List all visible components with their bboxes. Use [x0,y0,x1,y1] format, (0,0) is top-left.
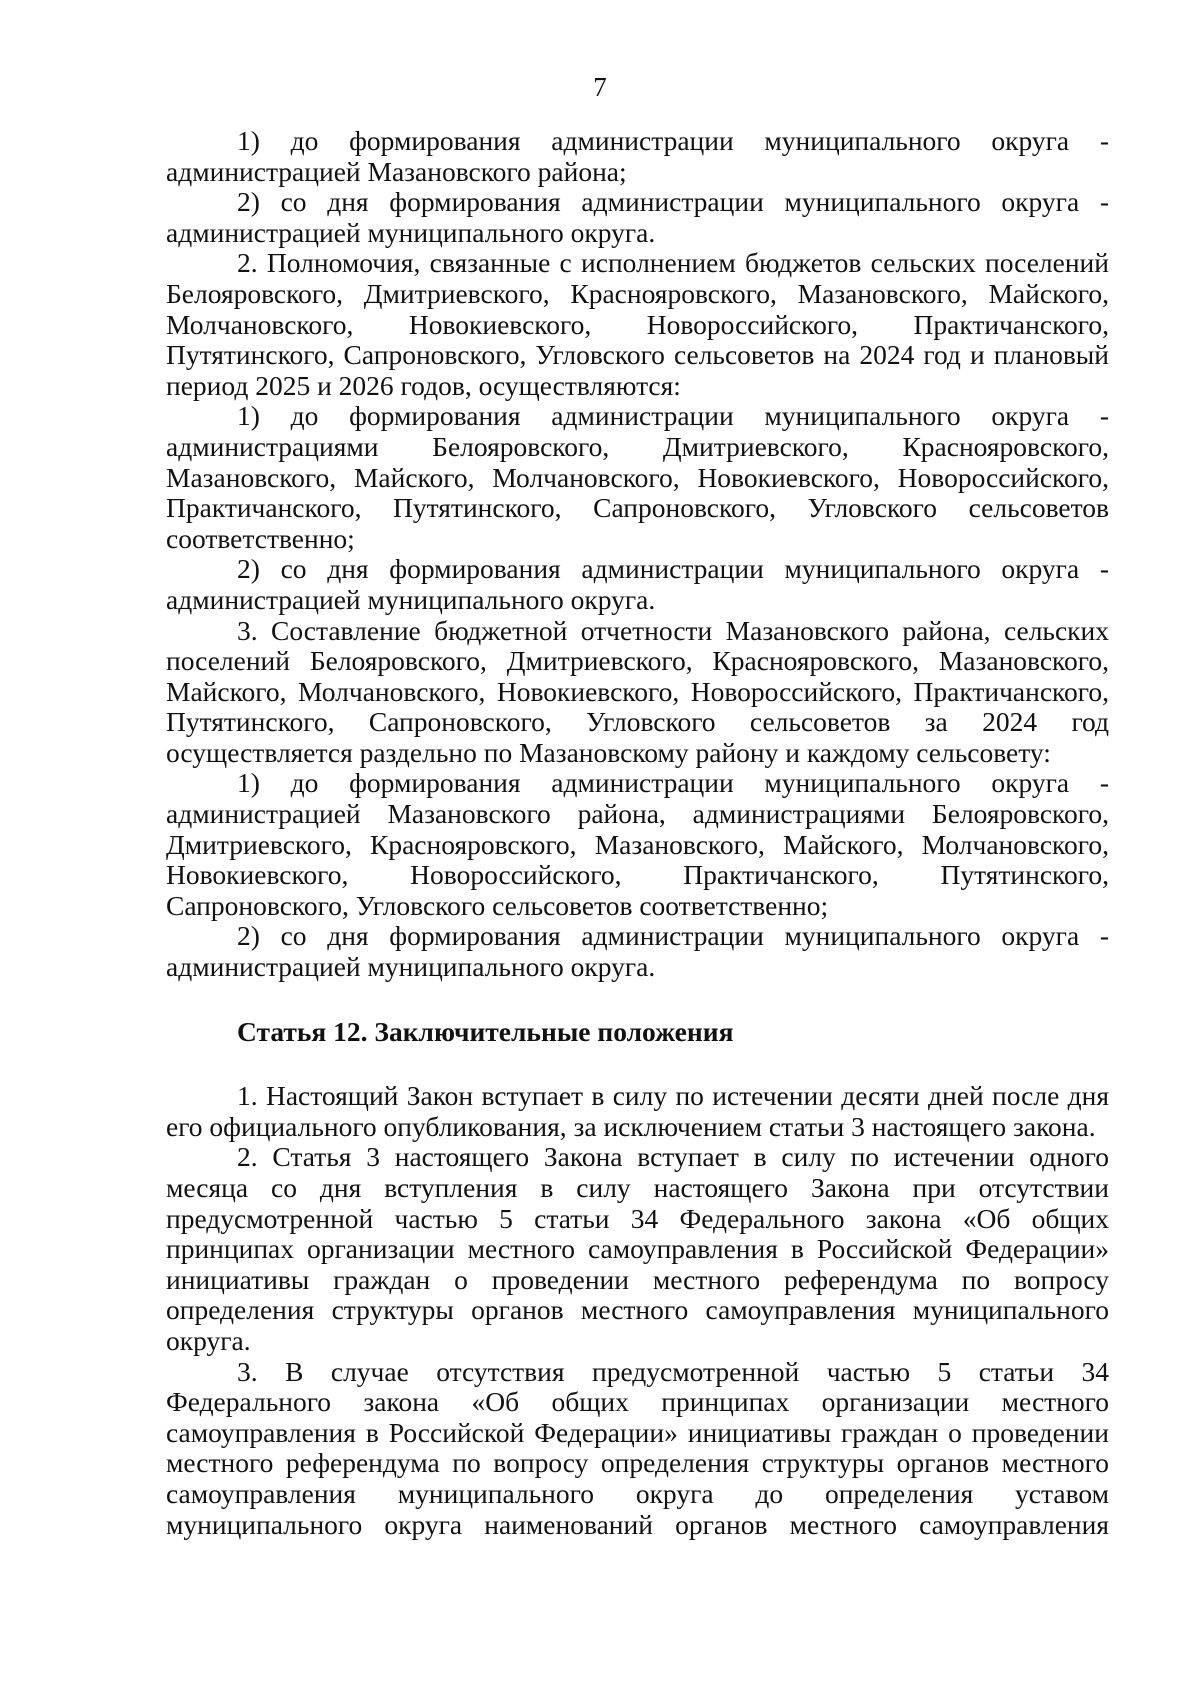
page-number: 7 [593,72,607,102]
paragraph: 2) со дня формирования администрации муниципального округа - администрацией муниципального округа. [166,920,1109,983]
paragraph: 2. Полномочия, связанные с исполнением бюджетов сельских поселений Белояровского, Дмитриевского, Краснояровского, Мазановского, Майского, Молчановского, Новокиевского, Новороссийского, Практичанского, Путятинского, Сапроновского, Угловского сельсоветов на 2024 год и плановый период 2025 и 2026 годов, осуществляются: [166,247,1109,401]
paragraph: 1) до формирования администрации муниципального округа - администрацией Мазановского района; [166,125,1109,187]
paragraph: 1. Настоящий Закон вступает в силу по истечении десяти дней после дня его официального опубликования, за исключением статьи 3 настоящего закона. [166,1080,1109,1142]
paragraph: 2) со дня формирования администрации муниципального округа - администрацией муниципального округа. [166,186,1109,248]
paragraph: 3. В случае отсутствия предусмотренной частью 5 статьи 34 Федерального закона «Об общих принципах организации местного самоуправления в Российской Федерации» инициативы граждан о проведении местного референдума по вопросу определения структуры органов местного самоуправления муниципального округа до определения уставом муниципального округа наименований органов местного самоуправления [166,1355,1109,1540]
paragraph: 2) со дня формирования администрации муниципального округа - администрацией муниципального округа. [166,553,1109,615]
document-body [166,126,1109,1540]
paragraph: 1) до формирования администрации муниципального округа - администрациями Белояровского, Дмитриевского, Краснояровского, Мазановского, Майского, Молчановского, Новокиевского, Новороссийского, Практичанского, Путятинского, Сапроновского, Угловского сельсоветов соответственно; [166,400,1109,554]
paragraph: 1) до формирования администрации муниципального округа - администрацией Мазановского района, администрациями Белояровского, Дмитриевского, Краснояровского, Мазановского, Майского, Молчановского, Новокиевского, Новороссийского, Практичанского, Путятинского, Сапроновского, Угловского сельсоветов соответственно; [166,767,1109,921]
article-heading: Статья 12. Заключительные положения [237,1015,734,1047]
paragraph: 3. Составление бюджетной отчетности Мазановского района, сельских поселений Белояровского, Дмитриевского, Краснояровского, Мазановского, Майского, Молчановского, Новокиевского, Новороссийского, Практичанского, Путятинского, Сапроновского, Угловского сельсоветов за 2024 год осуществляется раздельно по Мазановскому району и каждому сельсовету: [166,614,1109,768]
paragraph: 2. Статья 3 настоящего Закона вступает в силу по истечении одного месяца со дня вступления в силу настоящего Закона при отсутствии предусмотренной частью 5 статьи 34 Федерального закона «Об общих принципах организации местного самоуправления в Российской Федерации» инициативы граждан о проведении местного референдума по вопросу определения структуры органов местного самоуправления муниципального округа. [166,1141,1109,1356]
